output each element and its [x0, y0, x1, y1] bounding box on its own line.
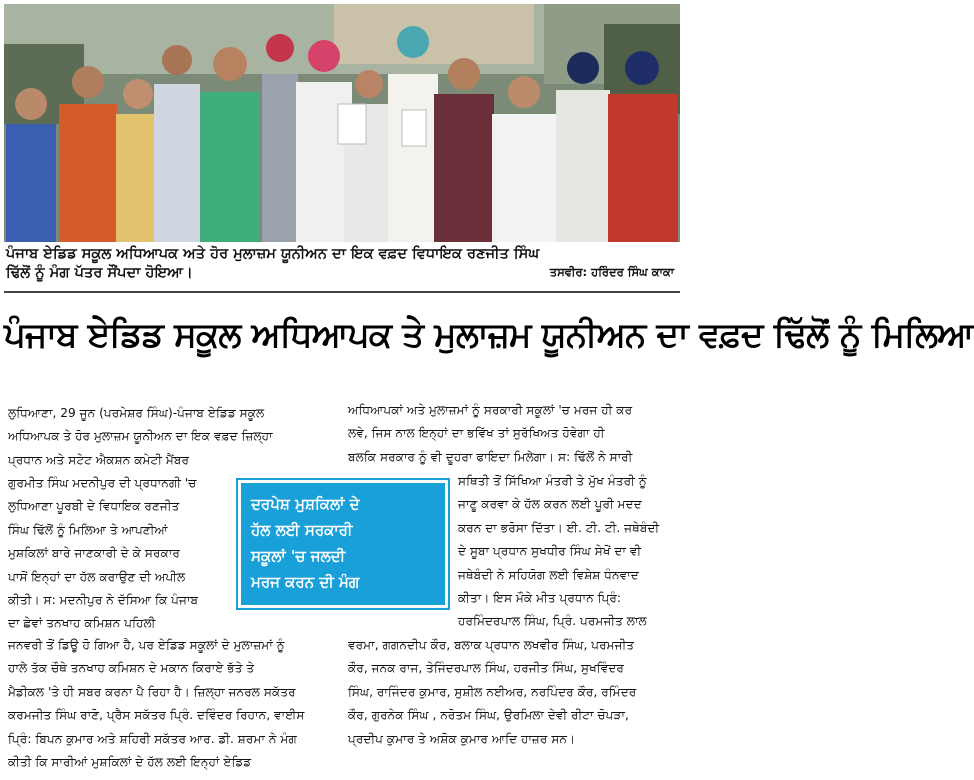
article-line: ਮੁਸ਼ਕਿਲਾਂ ਬਾਰੇ ਜਾਣਕਾਰੀ ਦੇ ਕੇ ਸਰਕਾਰ	[8, 546, 180, 561]
article-line: ਹਾਲੇ ਤੱਕ ਚੌਥੇ ਤਨਖਾਹ ਕਮਿਸ਼ਨ ਦੇ ਮਕਾਨ ਕਿਰਾਏ ਭੱਤੇ ਤੇ	[8, 661, 255, 676]
article-left-top	[8, 402, 334, 472]
divider-top	[4, 291, 680, 293]
article-line: ਪ੍ਰਧਾਨ ਅਤੇ ਸਟੇਟ ਐਕਸ਼ਨ ਕਮੇਟੀ ਮੈਂਬਰ	[8, 452, 190, 467]
article-bottom-left	[8, 634, 334, 774]
caption-line-2: ਢਿੱਲੋਂ ਨੂੰ ਮੰਗ ਪੱਤਰ ਸੌਂਪਦਾ ਹੋਇਆ।	[6, 264, 193, 281]
photo-credit: ਤਸਵੀਰ: ਹਰਿੰਦਰ ਸਿੰਘ ਕਾਕਾ	[549, 265, 674, 279]
article-line: ਕਰਮਜੀਤ ਸਿੰਘ ਰਾਣੋ, ਪ੍ਰੈਸ ਸਕੱਤਰ ਪ੍ਰਿੰ. ਦਵਿੰਦਰ ਰਿਹਾਨ, ਵਾਈਸ	[8, 708, 305, 723]
caption-line-1: ਪੰਜਾਬ ਏਡਿਡ ਸਕੂਲ ਅਧਿਆਪਕ ਅਤੇ ਹੋਰ ਮੁਲਾਜ਼ਮ ਯੂਨੀਅਨ ਦਾ ਇਕ ਵਫ਼ਦ ਵਿਧਾਇਕ ਰਣਜੀਤ ਸਿੰਘ	[6, 245, 540, 262]
article-line: ਲੁਧਿਆਣਾ, 29 ਜੂਨ (ਪਰਮੇਸ਼ਰ ਸਿੰਘ)-ਪੰਜਾਬ ਏਡਿਡ ਸਕੂਲ	[8, 406, 265, 420]
article-line: ਵਰਮਾ, ਗਗਨਦੀਪ ਕੌਰ, ਬਲਾਕ ਪ੍ਰਧਾਨ ਲਖਵੀਰ ਸਿੰਘ, ਪਰਮਜੀਤ	[348, 638, 635, 652]
article-line: ਬਲਕਿ ਸਰਕਾਰ ਨੂੰ ਵੀ ਦੂਹਰਾ ਫਾਇਦਾ ਮਿਲੇਗਾ। ਸ: ਢਿੱਲੋਂ ਨੇ ਸਾਰੀ	[348, 449, 633, 464]
pull-quote-line: ਸਕੂਲਾਂ 'ਚ ਜਲਦੀ	[251, 547, 346, 565]
article-line: ਜਾਣੂ ਕਰਵਾ ਕੇ ਹੱਲ ਕਰਨ ਲਈ ਪੂਰੀ ਮਦਦ	[458, 497, 642, 512]
article-line: ਕਰਨ ਦਾ ਭਰੋਸਾ ਦਿੱਤਾ। ਈ. ਟੀ. ਟੀ. ਜਥੇਬੰਦੀ	[458, 520, 660, 535]
pull-quote-box	[238, 480, 448, 608]
article-line: ਜਨਵਰੀ ਤੋਂ ਡਿਊ ਹੋ ਗਿਆ ਹੈ, ਪਰ ਏਡਿਡ ਸਕੂਲਾਂ ਦੇ ਮੁਲਾਜ਼ਮਾਂ ਨੂੰ	[8, 638, 285, 652]
group-photo	[4, 4, 680, 242]
article-line: ਹਰਮਿੰਦਰਪਾਲ ਸਿੰਘ, ਪ੍ਰਿੰ. ਪਰਮਜੀਤ ਲਾਲ	[458, 614, 647, 629]
article-line: ਸਿੰਘ ਢਿੱਲੋਂ ਨੂੰ ਮਿਲਿਆ ਤੇ ਆਪਣੀਆਂ	[8, 522, 168, 537]
article-line: ਲੁਧਿਆਣਾ ਪੂਰਬੀ ਦੇ ਵਿਧਾਇਕ ਰਣਜੀਤ	[8, 499, 180, 514]
headline: ਪੰਜਾਬ ਏਡਿਡ ਸਕੂਲ ਅਧਿਆਪਕ ਤੇ ਮੁਲਾਜ਼ਮ ਯੂਨੀਅਨ ਦਾ ਵਫ਼ਦ ਢਿੱਲੋਂ ਨੂੰ ਮਿਲਿਆ	[4, 315, 974, 355]
article-line: ਸਿੰਘ, ਰਾਜਿੰਦਰ ਕੁਮਾਰ, ਸੁਸ਼ੀਲ ਨਈਅਰ, ਨਰਪਿੰਦਰ ਕੌਰ, ਰਮਿੰਦਰ	[348, 684, 637, 699]
article-line: ਕੀਤੀ। ਸ: ਮਦਨੀਪੁਰ ਨੇ ਦੱਸਿਆ ਕਿ ਪੰਜਾਬ	[8, 593, 199, 608]
article-line: ਅਧਿਆਪਕਾਂ ਅਤੇ ਮੁਲਾਜ਼ਮਾਂ ਨੂੰ ਸਰਕਾਰੀ ਸਕੂਲਾਂ 'ਚ ਮਰਜ ਹੀ ਕਰ	[348, 403, 633, 417]
pull-quote-line: ਦਰਪੇਸ਼ ਮੁਸ਼ਕਿਲਾਂ ਦੇ	[251, 495, 360, 513]
article-line: ਕੀਤਾ। ਇਸ ਮੌਕੇ ਮੀਤ ਪ੍ਰਧਾਨ ਪ੍ਰਿੰ:	[458, 591, 622, 606]
article-bottom-right	[348, 634, 678, 751]
article-line: ਕੌਰ, ਗੁਰਨੇਕ ਸਿੰਘ , ਨਰੋਤਮ ਸਿੰਘ, ਉਰਮਿਲਾ ਦੇਵੀ ਰੀਟਾ ਚੋਪੜਾ,	[348, 708, 629, 723]
article-right-narrow	[458, 470, 678, 634]
article-left-narrow	[8, 472, 230, 636]
article-line: ਕੌਰ, ਜਨਕ ਰਾਜ, ਤੇਜਿੰਦਰਪਾਲ ਸਿੰਘ, ਹਰਜੀਤ ਸਿੰਘ, ਸੁਖਵਿੰਦਰ	[348, 661, 624, 676]
article-line: ਅਧਿਆਪਕ ਤੇ ਹੋਰ ਮੁਲਾਜ਼ਮ ਯੂਨੀਅਨ ਦਾ ਇਕ ਵਫ਼ਦ ਜ਼ਿਲ੍ਹਾ	[8, 429, 273, 444]
article-line: ਲਵੇ, ਜਿਸ ਨਾਲ ਇਨ੍ਹਾਂ ਦਾ ਭਵਿੱਖ ਤਾਂ ਸੁਰੱਖਿਅਤ ਹੋਵੇਗਾ ਹੀ	[348, 426, 605, 441]
article-line: ਗੁਰਮੀਤ ਸਿੰਘ ਮਦਨੀਪੁਰ ਦੀ ਪ੍ਰਧਾਨਗੀ 'ਚ	[8, 476, 197, 490]
article-line: ਜਥੇਬੰਦੀ ਨੇ ਸਹਿਯੋਗ ਲਈ ਵਿਸ਼ੇਸ਼ ਧੰਨਵਾਦ	[458, 567, 639, 582]
group-photo-illustration	[4, 4, 680, 242]
article-line: ਕੀਤੀ ਕਿ ਸਾਰੀਆਂ ਮੁਸ਼ਕਿਲਾਂ ਦੇ ਹੱਲ ਲਈ ਇਨ੍ਹਾਂ ਏਡਿਡ	[8, 755, 252, 770]
article-line: ਦਾ ਛੇਵਾਂ ਤਨਖਾਹ ਕਮਿਸ਼ਨ ਪਹਿਲੀ	[8, 616, 156, 631]
pull-quote-line: ਹੱਲ ਲਈ ਸਰਕਾਰੀ	[251, 521, 353, 539]
article-line: ਸਥਿਤੀ ਤੋਂ ਸਿੱਖਿਆ ਮੰਤਰੀ ਤੇ ਮੁੱਖ ਮੰਤਰੀ ਨੂੰ	[458, 474, 647, 488]
article-line: ਪ੍ਰਦੀਪ ਕੁਮਾਰ ਤੇ ਅਸ਼ੋਕ ਕੁਮਾਰ ਆਦਿ ਹਾਜ਼ਰ ਸਨ।	[348, 731, 576, 746]
pull-quote-line: ਮਰਜ ਕਰਨ ਦੀ ਮੰਗ	[251, 573, 360, 591]
article-line: ਪ੍ਰਿੰ: ਬਿਪਨ ਕੁਮਾਰ ਅਤੇ ਸ਼ਹਿਰੀ ਸਕੱਤਰ ਆਰ. ਡੀ. ਸ਼ਰਮਾ ਨੇ ਮੰਗ	[8, 731, 297, 746]
article-line: ਪਾਸੋਂ ਇਨ੍ਹਾਂ ਦਾ ਹੱਲ ਕਰਾਉਣ ਦੀ ਅਪੀਲ	[8, 569, 186, 584]
article-right-top	[348, 399, 678, 469]
article-line: ਦੇ ਸੂਬਾ ਪ੍ਰਧਾਨ ਸੁਖਧੀਰ ਸਿੰਘ ਸੇਖੋਂ ਦਾ ਵੀ	[458, 544, 642, 559]
article-line: ਮੈਡੀਕਲ 'ਤੇ ਹੀ ਸਬਰ ਕਰਨਾ ਪੈ ਰਿਹਾ ਹੈ। ਜ਼ਿਲ੍ਹਾ ਜਨਰਲ ਸਕੱਤਰ	[8, 684, 296, 699]
